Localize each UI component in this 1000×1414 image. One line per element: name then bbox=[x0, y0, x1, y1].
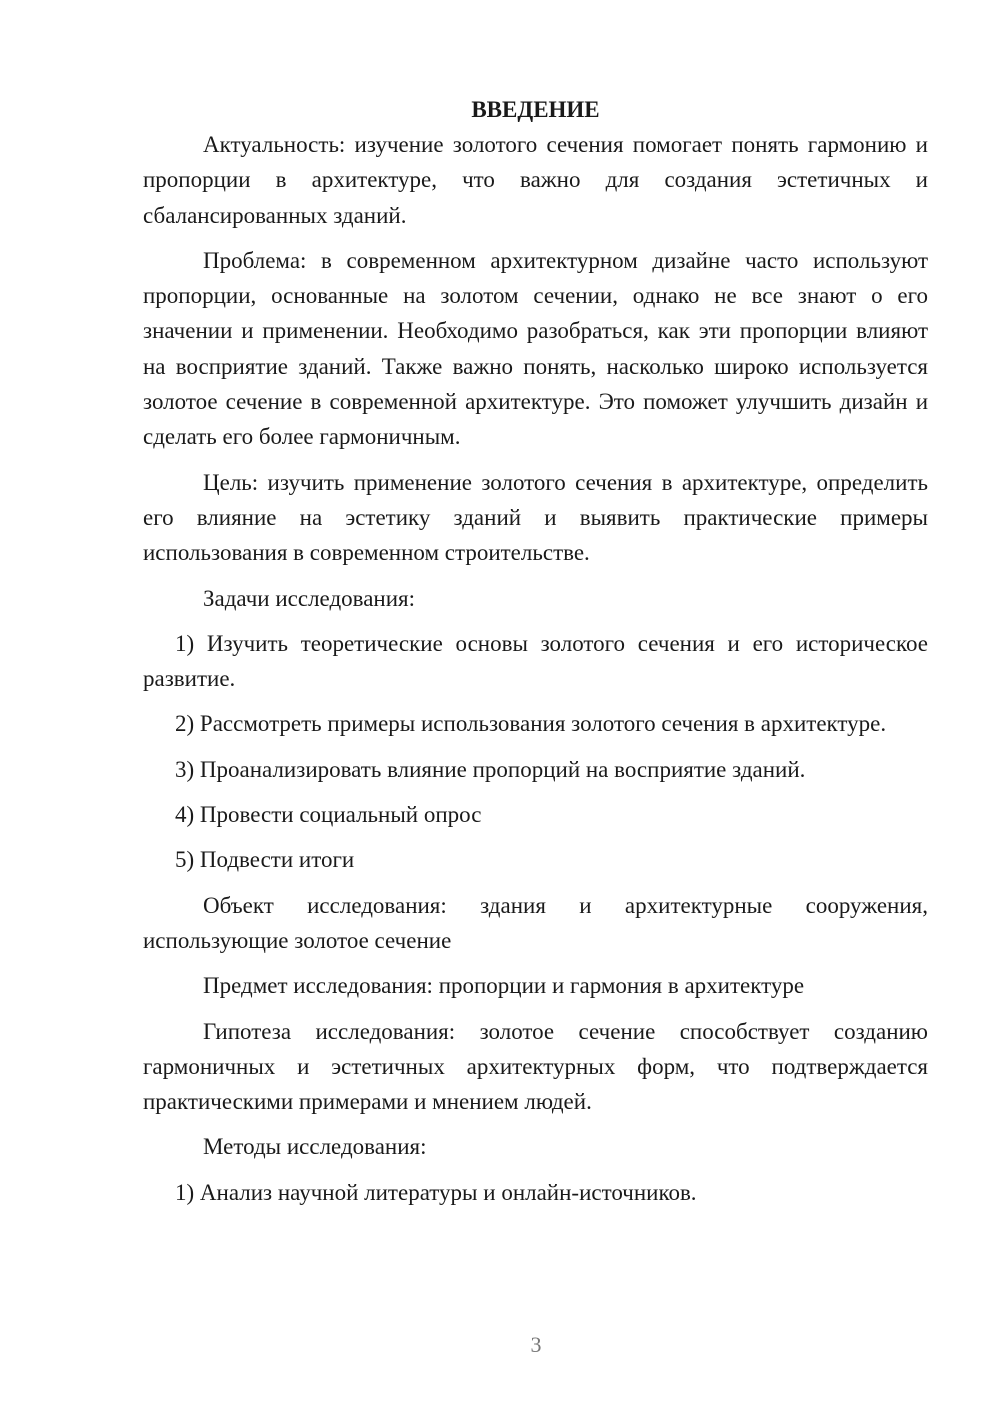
task-item-3: 3) Проанализировать влияние пропорций на восприятие зданий. bbox=[175, 756, 806, 782]
task-item-1: 1) Изучить теоретические основы золотого сечения и его историческое развитие. bbox=[143, 630, 928, 692]
document-page bbox=[143, 92, 928, 1220]
task-item-4: 4) Провести социальный опрос bbox=[175, 802, 482, 828]
method-item-1: 1) Анализ научной литературы и онлайн-источников. bbox=[175, 1179, 697, 1205]
task-item-2: 2) Рассмотреть примеры использования золотого сечения в архитектуре. bbox=[175, 711, 887, 737]
paragraph-subject: Предмет исследования: пропорции и гармония в архитектуре bbox=[203, 973, 805, 999]
paragraph-relevance: Актуальность: изучение золотого сечения помогает понять гармонию и пропорции в архитектуре, что важно для создания эстетичных и сбалансированных зданий. bbox=[143, 132, 928, 228]
task-item-5: 5) Подвести итоги bbox=[175, 847, 355, 873]
page-number: 3 bbox=[530, 1332, 542, 1357]
paragraph-goal: Цель: изучить применение золотого сечения в архитектуре, определить его влияние на эстетику зданий и выявить практические примеры использования в современном строительстве. bbox=[143, 469, 928, 566]
paragraph-object: Объект исследования: здания и архитектурные сооружения, использующие золотое сечение bbox=[143, 892, 928, 953]
paragraph-tasks-heading: Задачи исследования: bbox=[203, 585, 416, 611]
paragraph-hypothesis: Гипотеза исследования: золотое сечение способствует созданию гармоничных и эстетичных архитектурных форм, что подтверждается практическими примерами и мнением людей. bbox=[143, 1018, 928, 1115]
paragraph-methods-heading: Методы исследования: bbox=[203, 1134, 427, 1160]
section-title: ВВЕДЕНИЕ bbox=[471, 97, 600, 122]
paragraph-problem: Проблема: в современном архитектурном дизайне часто используют пропорции, основанные на золотом сечении, однако не все знают о его значении и применении. Необходимо разобраться, как эти пропорции влияют на восприятие зданий. Также важно понять, насколько широко используется золотое сечение в современной архитектуре. Это поможет улучшить дизайн и сделать его более гармоничным. bbox=[143, 247, 928, 450]
